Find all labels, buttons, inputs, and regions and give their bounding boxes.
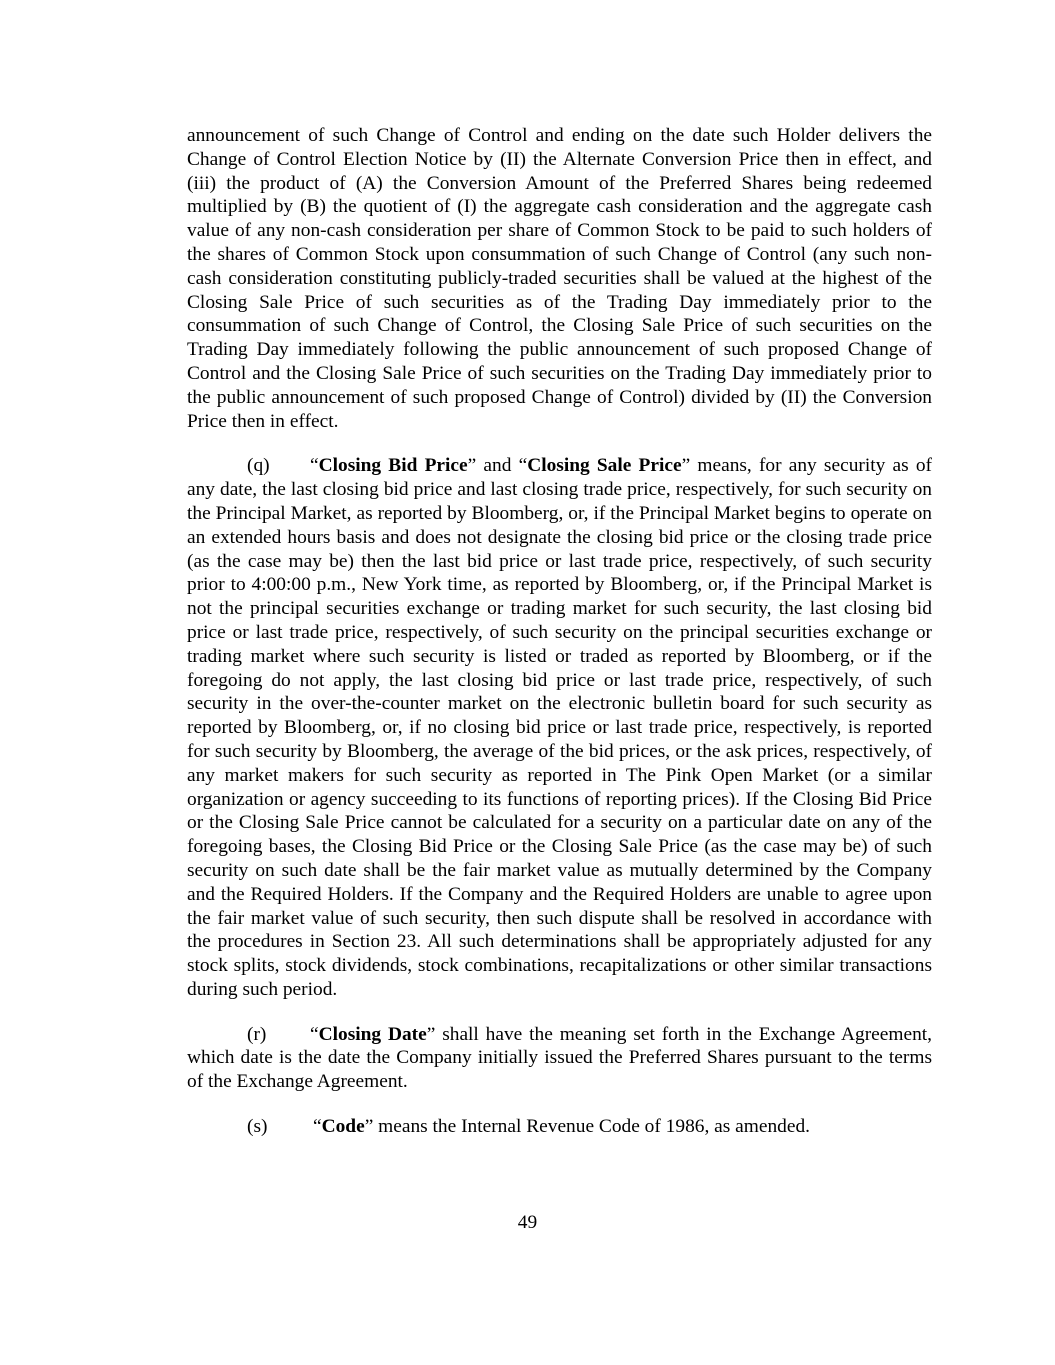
definition-text: ” shall have the meaning set forth in the Exchange Agreement, which date is the date the Company initially issued the Preferred Shares pursuant to the terms of the Exchange Agreement. (187, 1023, 932, 1093)
page-number: 49 (517, 1212, 538, 1233)
open-quote: “ (313, 1116, 322, 1138)
defined-term-closing-sale-price: Closing Sale Price (527, 455, 682, 477)
definition-label: (q) (247, 455, 270, 477)
open-quote: “ (310, 1023, 319, 1045)
continuation-paragraph: announcement of such Change of Control and ending on the date such Holder delivers the Change of Control Election Notice by (II) the Alternate Conversion Price then in effect, and (iii) the product of (A) the Conversion Amount of the Preferred Shares being redeemed multiplied by (B) the quotient of (I) the aggregate cash consideration and the aggregate cash value of any non-cash consideration per share of Common Stock to be paid to such holders of the shares of Common Stock upon consummation of such Change of Control (any such non-cash consideration constituting publicly-traded securities shall be valued at the highest of the Closing Sale Price of such securities as of the Trading Day immediately prior to the consummation of such Change of Control, the Closing Sale Price of such securities on the Trading Day immediately following the public announcement of such proposed Change of Control and the Closing Sale Price of such securities on the Trading Day immediately prior to the public announcement of such proposed Change of Control) divided by (II) the Conversion Price then in effect. (187, 125, 932, 432)
open-quote: “ (310, 455, 319, 477)
definition-closing-bid-price (187, 454, 932, 1001)
definition-closing-date (187, 1023, 932, 1094)
defined-term-closing-date: Closing Date (318, 1023, 427, 1045)
definition-label: (r) (247, 1023, 267, 1045)
definition-code (187, 1115, 932, 1139)
definition-text: ” means, for any security as of any date, the last closing bid price and last closing trade price, respectively, for such security on the Principal Market, as reported by Bloomberg, or, if the Principal Market begins to operate on an extended hours basis and does not designate the closing bid price or the closing trade price (as the case may be) then the last bid price or last trade price, respectively, of such security prior to 4:00:00 p.m., New York time, as reported by Bloomberg, or, if the Principal Market is not the principal securities exchange or trading market for such security, the last closing bid price or last trade price, respectively, of such security on the principal securities exchange or trading market where such security is listed or traded as reported by Bloomberg, or if the foregoing do not apply, the last closing bid price or last trade price, respectively, of such security in the over-the-counter market on the electronic bulletin board for such security as reported by Bloomberg, or, if no closing bid price or last trade price, respectively, is reported for such security by Bloomberg, the average of the bid prices, or the ask prices, respectively, of any market makers for such security as reported in The Pink Open Market (or a similar organization or agency succeeding to its functions of reporting prices). If the Closing Bid Price or the Closing Sale Price cannot be calculated for a security on a particular date on any of the foregoing bases, the Closing Bid Price or the Closing Sale Price (as the case may be) of such security on such date shall be the fair market value as mutually determined by the Company and the Required Holders. If the Company and the Required Holders are unable to agree upon the fair market value of such security, then such dispute shall be resolved in accordance with the procedures in Section 23. All such determinations shall be appropriately adjusted for any stock splits, stock dividends, stock combinations, recapitalizations or other similar transactions during such period. (187, 455, 932, 1000)
document-page (187, 124, 932, 1139)
term-connector: ” and “ (467, 455, 528, 477)
definition-label: (s) (247, 1116, 268, 1138)
defined-term-code: Code (321, 1116, 365, 1138)
definition-text: ” means the Internal Revenue Code of 1986, as amended. (364, 1116, 810, 1138)
defined-term-closing-bid-price: Closing Bid Price (318, 455, 468, 477)
